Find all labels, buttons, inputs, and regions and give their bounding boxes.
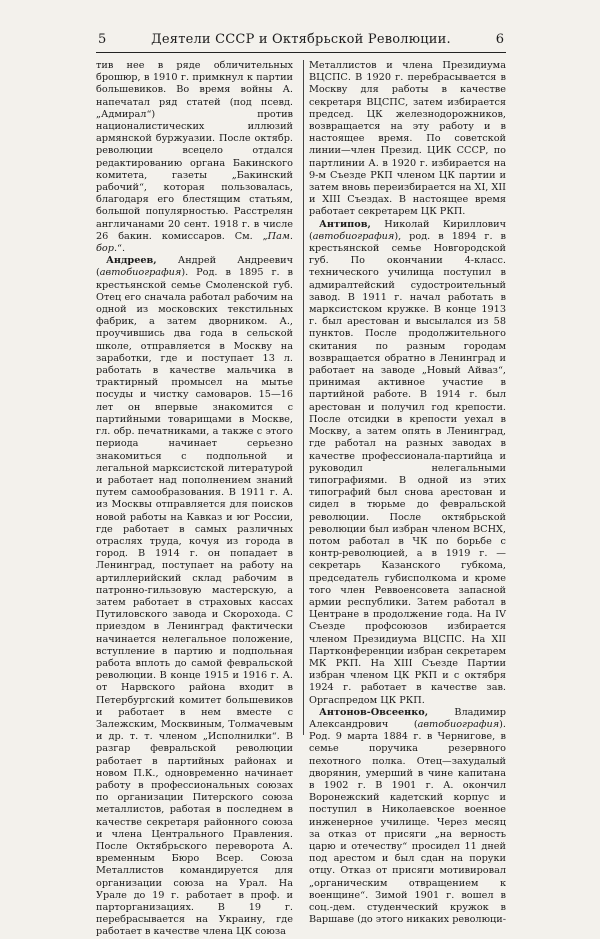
continued-text: тив нее в ряде обличительных брошюр, в 1910 г. примкнул к партии большевиков. Во время войны А. напечатал ряд статей (под псевд. „Адмирал“) против националистических иллюзий армянской буржуазии. После октябр. революции всецело отдался редактированию органа Бакинского комитета, газеты „Бакинский рабочий“, которая пользовалась, благодаря его блестящим статьям, большой популярностью. Расстрелян англичанами 20 сент. 1918 г. в числе 26 бакин. комиссаров. См. „	[96, 60, 293, 242]
continued-entry-text	[309, 60, 506, 219]
continued-entry-text	[96, 60, 293, 255]
entry-name: Андрей Андреевич (	[96, 255, 293, 279]
page-number-left: 5	[98, 32, 107, 47]
entry-antonov-ovseenko	[309, 707, 506, 927]
running-header	[96, 30, 506, 53]
entry-name: Владимир Александрович (	[309, 706, 506, 730]
entry-headword: Андреев,	[106, 255, 157, 267]
source-reference-end: “.	[117, 243, 126, 255]
continued-text: Металлистов и члена Президиума ВЦСПС. В 1920 г. перебрасывается в Москву для работы в качестве секретаря ВЦСПС, затем избирается председ. ЦК железнодорожников, возвращается на эту работу и в настоящее время. По советской линии—член Презид. ЦИК СССР, по партлинии А. в 1920 г. избирается на 9-м Съезде РКП членом ЦК партии и затем вновь переизбирается на XI, XII и XIII Съездах. В настоящее время работает секретарем ЦК РКП.	[309, 60, 506, 218]
source-reference: Пам. бор.	[96, 230, 293, 255]
right-column	[309, 60, 506, 926]
entry-source-note: автобиография	[417, 718, 500, 730]
page-number-right: 6	[495, 32, 504, 47]
entry-headword: Антипов,	[319, 218, 371, 230]
running-title: Деятели СССР и Октябрьской Революции.	[151, 32, 451, 47]
column-divider	[303, 60, 304, 735]
entry-body: ). Род. в 1895 г. в крестьянской семье Смоленской губ. Отец его сначала работал рабочим на одной из московских текстильных фабрик, а затем дворником. А., проучившись два года в сельской школе, отправляется в Москву на заработки, где и поступает 13 л. работать в качестве мальчика в трактирный промысел на мытье посуды и чистку самоваров. 15—16 лет он впервые знакомится с партийными товарищами в Москве, гл. обр. печатниками, а также с этого периода начинает серьезно знакомиться с подпольной и легальной марксистской литературой и работает над пополнением знаний путем самообразования. В 1911 г. А. из Москвы отправляется для поисков новой работы на Кавказ и юг России, где работает в самых различных отраслях труда, кочуя из города в город. В 1914 г. он попадает в Ленинград, поступает на работу на артиллерийский склад рабочим в патронно-гильзовую мастерскую, а затем работает в страховых кассах Путиловского завода и Скороходa. С приездом в Ленинград фактически начинается нелегальное положение, вступление в партию и подпольная работа вплоть до самой февральской революции. В конце 1915 и 1916 г. А. от Нарвского района входит в Петербургский комитет большевиков и работает в нем вместе с Залежским, Москвиным, Толмачевым и др. т. т. членом „Исполнилки“. В разгар февральской революции работает в партийных районах и новом П.К., одновременно начинает работу в профессиональных союзах по организации Питерского союза металлистов, работая в последнем в качестве секретаря районного союза и члена Центрального Правления. После Октябрьского переворота А. временным Бюро Всер. Союза Металлистов командируется для организации союза на Урал. На Урале до 19 г. работает в проф. и парторганизациях. В 19 г. перебрасывается на Украину, где работает в качестве члена ЦК союза	[96, 267, 293, 938]
left-column	[96, 60, 293, 938]
entry-headword: Антонов-Овсеенко,	[319, 706, 429, 718]
entry-source-note: автобиография	[312, 230, 395, 242]
entry-source-note: автобиография	[99, 267, 182, 279]
entry-body: ), род. в 1894 г. в крестьянской семье Новгородской губ. По окончании 4-класс. технического училища поступил в адмиралтейский судостроительный завод. В 1911 г. начал работать в марксистском кружке. В конце 1913 г. был арестован и высылался из 58 пунктов. После продолжительного скитания по разным городам возвращается обратно в Ленинград и работает на заводе „Новый Айваз“, принимая активное участие в партийной работе. В 1914 г. был арестован и получил год крепости. После отсидки в крепости уехал в Москву, а затем опять в Ленинград, где работал на разных заводах в качестве профессионала-партийца и руководил нелегальными типографиями. В одной из этих типографий был снова арестован и сидел в тюрьме до февральской революции. После октябрьской революции был избран членом ВСНХ, потом работал в ЧК по борьбе с контр-революцией, а в 1919 г. — секретарь Казанского губкома, председатель губисполкома и кроме того член Реввоенсовета запасной армии республики. Затем работал в Центране в продолжение года. На IV Съезде профсоюзов избирается членом Президиума ВЦСПС. На XII Партконференции избран секретарем МК РКП. На XIII Съезде Партии избран членом ЦК РКП и с октября 1924 г. работает в качестве зав. Оргаспредом ЦК РКП.	[309, 230, 506, 706]
entry-name: Николай Кириллович (	[309, 218, 506, 242]
entry-body: ). Род. 9 марта 1884 г. в Чернигове, в семье поручика резервного пехотного полка. Отец—захудалый дворянин, умерший в чине капитана в 1902 г. В 1901 г. А. окончил Воронежский кадетский корпус и поступил в Николаевское военное инженерное училище. Через месяц за отказ от присяги „на верность царю и отечеству“ просидел 11 дней под арестом и был сдан на поруки отцу. Отказ от присяги мотивировал „органическим отвращением к военщине“. Зимой 1901 г. вошел в соц.-дем. студенческий кружок в Варшаве (до этого никаких революци-	[309, 718, 506, 926]
entry-antipov	[309, 219, 506, 707]
entry-andreev	[96, 255, 293, 938]
